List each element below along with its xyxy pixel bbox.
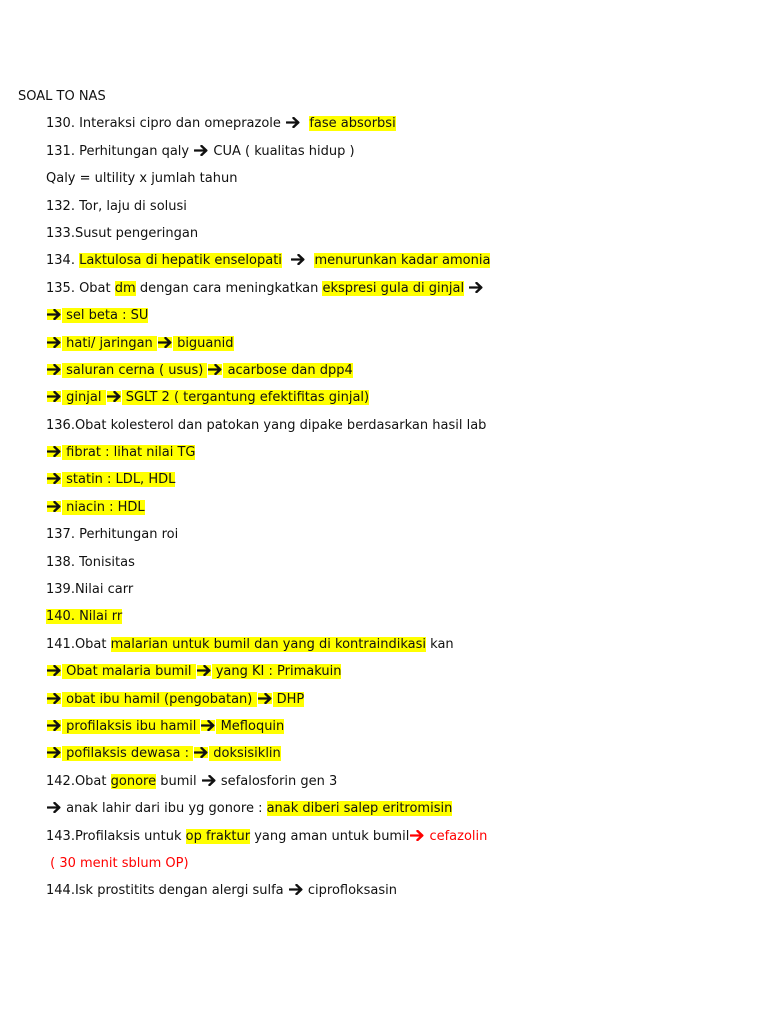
highlighted-text: statin : LDL, HDL [62,472,176,488]
right-arrow-icon [47,693,61,704]
document-line [0,826,768,853]
line-text: SOAL TO NAS [18,89,106,104]
highlighted-text: gonore [110,773,157,789]
document-line [0,743,768,770]
document-line [0,305,768,332]
line-text: 136.Obat kolesterol dan patokan yang dipake berdasarkan hasil lab [46,417,487,433]
highlighted-text: doksisiklin [209,746,281,762]
line-text: 144.Isk prostitits dengan alergi sulfa [46,883,288,899]
document-line [0,661,768,688]
right-arrow-icon [47,747,61,758]
right-arrow-icon [289,884,303,895]
line-text: anak lahir dari ibu yg gonore : [62,801,267,817]
right-arrow-icon [197,665,211,676]
line-text: 143.Profilaksis untuk [46,828,186,844]
highlighted-text: saluran cerna ( usus) [62,362,208,378]
highlighted-text: fase absorbsi [309,116,396,132]
highlighted-text: profilaksis ibu hamil [62,718,201,734]
line-text: 141.Obat [46,636,111,652]
highlighted-text: menurunkan kadar amonia [314,253,491,269]
document-line [0,552,768,579]
right-arrow-icon [47,665,61,676]
line-text: sefalosforin gen 3 [216,773,338,789]
line-text: dengan cara meningkatkan [135,280,323,296]
document-line [0,360,768,387]
right-arrow-icon [201,720,215,731]
highlighted-text: biguanid [172,335,234,351]
right-arrow-icon [47,391,61,402]
line-text: 137. Perhitungan roi [46,527,179,543]
document-line [0,387,768,414]
line-text: ( 30 menit sblum OP) [46,855,189,871]
line-text: 142.Obat [46,773,111,789]
right-arrow-icon [47,473,61,484]
right-arrow-icon [202,775,216,786]
line-text: 138. Tonisitas [46,554,135,570]
document-line [0,771,768,798]
line-text: 131. Perhitungan qaly [46,143,194,159]
line-text [282,253,290,268]
document-line [0,113,768,140]
document-line [0,196,768,223]
right-arrow-icon [286,117,300,128]
document-line [0,469,768,496]
right-arrow-icon [158,337,172,348]
highlighted-text: fibrat : lihat nilai TG [62,445,196,461]
document-line [0,689,768,716]
document-line [0,524,768,551]
document-line [0,606,768,633]
highlighted-text: obat ibu hamil (pengobatan) [62,691,257,707]
highlighted-text: pofilaksis dewasa : [62,746,194,762]
document-line [0,415,768,442]
line-text [464,281,468,296]
document-title [0,86,768,113]
right-arrow-icon [469,282,483,293]
right-arrow-icon [291,254,305,265]
right-arrow-icon [194,747,208,758]
line-text: yang aman untuk bumil [250,828,410,844]
right-arrow-icon [410,830,424,841]
highlighted-text: dm [114,280,136,296]
line-text: 130. Interaksi cipro dan omeprazole [46,116,286,132]
highlighted-text: op fraktur [185,828,251,844]
highlighted-text: Mefloquin [216,718,285,734]
right-arrow-icon [258,693,272,704]
line-text: 133.Susut pengeringan [46,225,199,241]
highlighted-text: malarian untuk bumil dan yang di kontraindikasi [110,636,427,652]
line-text: ciprofloksasin [303,883,397,899]
document-line [0,223,768,250]
highlighted-text: DHP [272,691,305,707]
document-line [0,798,768,825]
line-text: CUA ( kualitas hidup ) [209,143,355,159]
highlighted-text: ginjal [62,390,106,406]
line-text: 139.Nilai carr [46,582,134,598]
line-text: 132. Tor, laju di solusi [46,198,187,214]
document-line [0,497,768,524]
line-text: Qaly = ultility x jumlah tahun [46,171,238,187]
right-arrow-icon [47,337,61,348]
line-text: 134. [46,253,80,269]
line-text: 135. Obat [46,280,115,296]
highlighted-text: yang KI : Primakuin [211,664,342,680]
highlighted-text: acarbose dan dpp4 [223,362,353,378]
highlighted-text: hati/ jaringan [62,335,157,351]
document-line [0,141,768,168]
highlighted-text: 140. Nilai rr [46,609,123,625]
document-page [0,86,768,908]
line-text: cefazolin [425,828,488,844]
highlighted-text: anak diberi salep eritromisin [266,801,453,817]
right-arrow-icon [47,446,61,457]
right-arrow-icon [47,309,61,320]
right-arrow-icon [107,391,121,402]
highlighted-text: ekspresi gula di ginjal [322,280,465,296]
right-arrow-icon [194,145,208,156]
highlighted-text: Obat malaria bumil [62,664,196,680]
right-arrow-icon [47,501,61,512]
document-line [0,716,768,743]
right-arrow-icon [47,364,61,375]
document-line [0,250,768,277]
highlighted-text: niacin : HDL [62,499,145,515]
right-arrow-icon [208,364,222,375]
line-text: kan [426,636,454,652]
document-line [0,442,768,469]
highlighted-text: Laktulosa di hepatik enselopati [79,253,282,269]
document-line [0,333,768,360]
document-line [0,853,768,880]
line-text: bumil [156,773,201,789]
highlighted-text: sel beta : SU [62,308,149,324]
document-line [0,579,768,606]
highlighted-text: SGLT 2 ( tergantung efektifitas ginjal) [121,390,370,406]
document-line [0,278,768,305]
right-arrow-icon [47,802,61,813]
right-arrow-icon [47,720,61,731]
document-line [0,168,768,195]
document-line [0,634,768,661]
document-line [0,880,768,907]
